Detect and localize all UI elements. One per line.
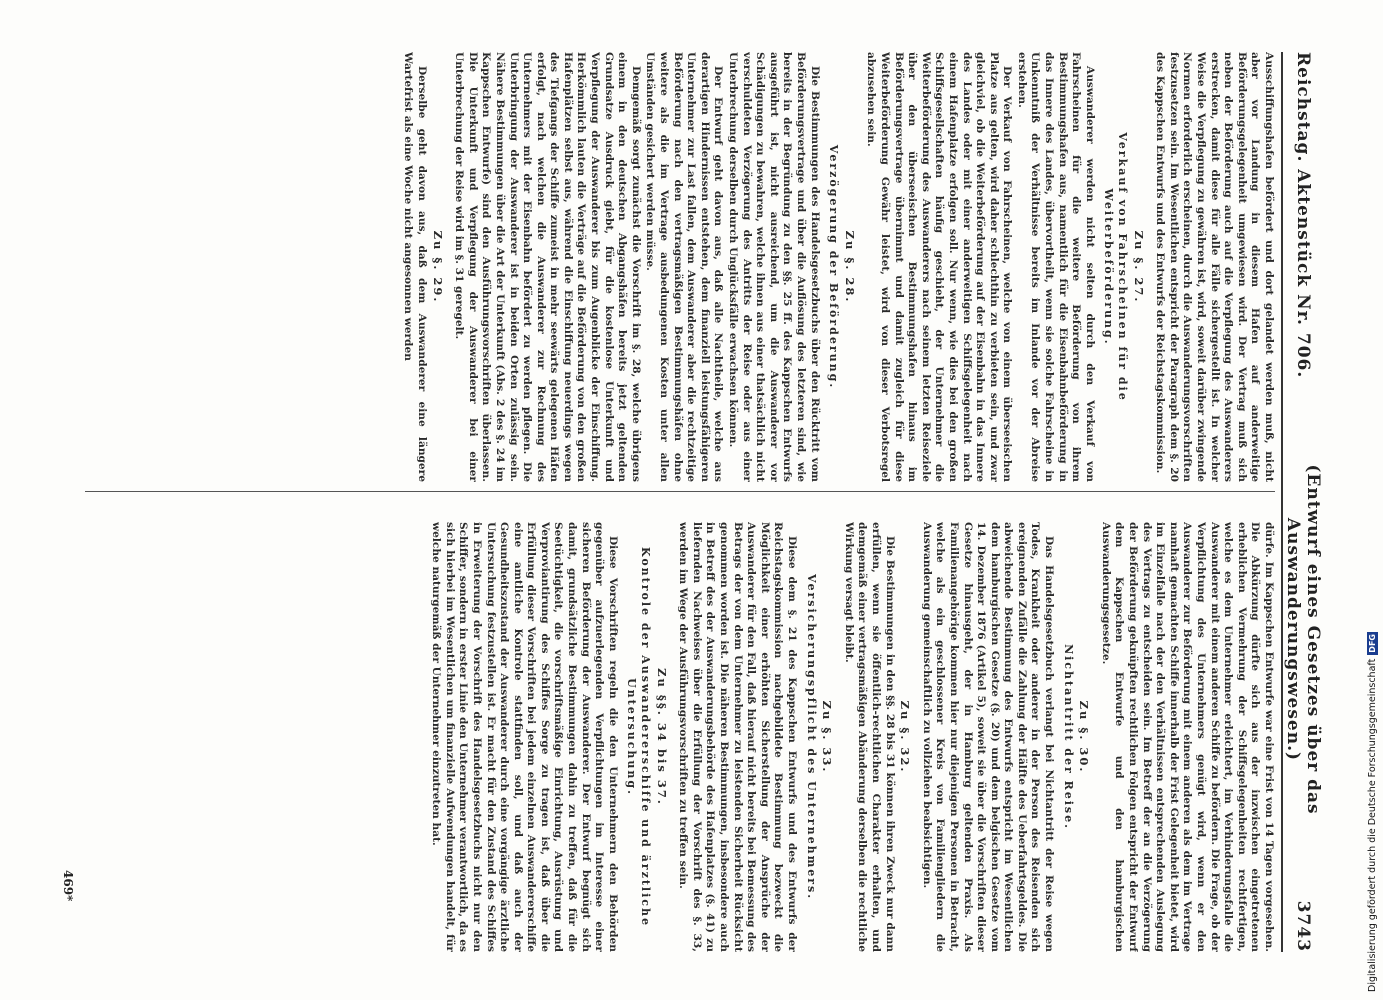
footer-note: Digitalisierung gefördert durch die Deutsche Forschungsgemeinschaft [1366,658,1378,992]
paragraph: Auswanderer werden nicht selten durch den Verkauf von Fahrscheinen für die weitere Beförderung von ihrem Bestimmungshafen aus, namentlich für die Eisenbahnbeförderung in das Innere des Landes, übervortheilt, wenn sie solche Fahrscheine in Unkenntniß der Verhältnisse bereits im Inlande vor der Abreise erstehen. [1015,52,1096,482]
right-column [85,522,1275,952]
section-subheading: Kontrole der Auswandererschiffe und ärztliche Untersuchung. [625,547,653,927]
paragraph: Demgemäß sorgt zunächst die Vorschrift im §. 28, welche übrigens einem in den deutschen Abgangshäfen bereits jetzt geltenden Grundsatze Ausdruck giebt, für die kostenlose Unterkunft und Verpflegung der Auswanderer bis zum Augenblicke der Einschiffung. Herkömmlich lauten die Verträge auf die Beförderung von den großen Hafenplätzen selbst aus, während die Einschiffung neuerdings wegen des Tiefgangs der Schiffe zumeist in mehr seewärts gelegenen Häfen erfolgt, nach welchen die Auswanderer zur Rechnung des Unternehmers mit der Eisenbahn befördert zu werden pflegen. Die Unterbringung der Auswanderer ist in beiden Orten zulässig sein. Nähere Bestimmungen über die Art der Unterkunft (Abs. 2 des §. 24 im Kappschen Entwurfe) sind den Ausführungsvorschriften überlassen. Die Unterkunft und Verpflegung der Auswanderer bei einer Unterbrechung der Reise wird im §. 31 geregelt. [453,52,642,482]
bottom-page-number: 469* [61,870,75,902]
paragraph: Derselbe geht davon aus, daß dem Auswanderer eine längere Wartefrist als eine Woche nicht angesonnen werden [402,52,428,482]
header-center: (Entwurf eines Gesetzes über das Auswanderungswesen.) [1283,464,1323,815]
header-left: Reichstag. Aktenstück Nr. 706. [1293,52,1313,379]
page-header [1281,52,1323,952]
paragraph: Der Entwurf geht davon aus, daß alle Nachtheile, welche aus derartigen Hindernissen entstehen, dem finanziell leistungsfähigeren Unternehmer zur Last fallen, dem Auswanderer aber die rechtzeitige Beförderung nach den vertragsmäßigen Bestimmungshäfen ohne weitere als die im Vertrage ausbedungenen Kosten unter allen Umständen gesichert werden müsse. [644,52,725,482]
section-subheading: Verkauf von Fahrscheinen für die Weiterbeförderung. [1102,132,1130,402]
paragraph: Das Handelsgesetzbuch verlangt bei Nichtantritt der Reise wegen Todes, Krankheit oder anderer in der Person des Reisenden sich ereignenden Zufälle die Zahlung der Hälfte des Ueberfahrtsgeldes. Die abweichende Bestimmung des Entwurfs entspricht im Wesentlichen dem hamburgischen Gesetze (§. 20) und dem belgischen Gesetze vom 14. Dezember 1876 (Artikel 5), soweit sie über die Vorschriften dieser Gesetze hinausgeht, der in Hamburg geltenden Praxis. Als Familienangehörige kommen hier nur diejenigen Personen in Betracht, welche als ein geschlossener Kreis von Familiengliedern die Auswanderung gemeinschaftlich zu vollziehen beabsichtigen. [920,522,1056,952]
paragraph: Ausschiffungshafen befördert und dort gelandet werden muß, nicht aber vor Landung in diesem Hafen auf anderweitige Beförderungsgelegenheit umgewiesen wird. Der Vertrag muß sich neben der Beförderung auch auf die Verpflegung des Auswanderers erstrecken, damit diese für alle Fälle sichergestellt ist. In welcher Weise die Verpflegung zu gewähren ist, wird, soweit darüber zwingende Normen erforderlich erscheinen, durch die Auswanderungsvorschriften festzusetzen sein. Im Wesentlichen entspricht der Paragraph dem §. 20 des Kappschen Entwurfs und des Entwurfs der Reichstagskommission. [1154,52,1275,482]
section-heading: Zu §. 27. [1131,230,1146,304]
paragraph: Die Bestimmungen in den §§. 28 bis 31 können ihren Zweck nur dann erfüllen, wenn sie öffentlich-rechtlichen Charakter erhalten, und demgemäß einer vertragsmäßigen Abänderung derselben die rechtliche Wirkung versagt bleibt. [842,522,896,952]
paragraph: Der Verkauf von Fahrscheinen, welche von einem überseeischen Platze aus gelten, wird daher schlechthin zu verbieten sein, und zwar gleichviel, ob die Weiterbeförderung auf der Eisenbahn in das Innere des Landes oder mit einer anderweitigen Schiffsgelegenheit nach einem Hafenplatze erfolgen soll. Nur wenn, wie dies bei den großen Schiffsgesellschaften häufig geschieht, der Unternehmer die Weiterbeförderung des Auswanderers nach seinem letzten Reiseziele über den überseeischen Bestimmungshafen hinaus im Beförderungsvertrage übernimmt und damit zugleich für diese Weiterbeförderung Gewähr leistet, wird von dieser Verbotsregel abzusehen sein. [865,52,1014,482]
header-page-number: 3743 [1293,900,1313,952]
paragraph: dürfe. Im Kappschen Entwurfe war eine Frist von 14 Tagen vorgesehen. Die Abkürzung dürfte sich aus der inzwischen eingetretenen erheblichen Vermehrung der Schiffsgelegenheiten rechtfertigen, welche es dem Unternehmer erleichtert, im Verhinderungsfalle die Auswanderer mit einem anderen Schiffe zu befördern. Die Frage, ob der Verpflichtung des Unternehmers genügt wird, wenn er den Auswanderer zur Beförderung mit einem anderen als dem im Vertrage namhaft gemachten Schiffe innerhalb der Frist Gelegenheit bietet, wird im Einzelfalle nach der den Verhältnissen entsprechenden Auslegung des Vertrags zu entscheiden sein. Im Betreff der an die Verzögerung der Beförderung geknüpften rechtlichen Folgen entspricht der Entwurf dem Kappschen Entwurfe und den hamburgischen Auswanderungsgesetze. [1099,522,1275,952]
section-heading: Zu §. 28. [842,230,857,304]
digitization-footer [1365,0,1379,992]
section-subheading: Nichtantritt der Reise. [1061,644,1075,830]
section-subheading: Versicherungspflicht des Unternehmers. [804,573,818,901]
section-heading: Zu §. 29. [430,230,445,304]
section-heading: Zu §. 30. [1077,700,1092,774]
section-heading: Zu §. 33. [820,700,835,774]
dfg-logo: DFG [1367,634,1377,653]
section-heading: Zu §§. 34 bis 37. [654,668,669,806]
left-column [85,52,1275,482]
section-subheading: Verzögerung der Beförderung. [827,144,841,390]
paragraph: Diese dem §. 21 des Kappschen Entwurfs und des Entwurfs der Reichstagskommission nachgebildete Bestimmung bezweckt die Möglichkeit einer erhöhten Sicherstellung der Ansprüche der Auswanderer für den Fall, daß hierauf nicht bereits bei Bemessung des Betrags der von dem Unternehmer zu leistenden Sicherheit Rücksicht genommen worden ist. Die näheren Bestimmungen, insbesondere auch in Betreff des der Auswanderungsbehörde des Hafenplatzes (§. 41) zu liefernden Nachweises über die Erfüllung der Vorschrift des §. 33, werden im Wege der Ausführungsvorschriften zu treffen sein. [677,522,798,952]
section-heading: Zu §. 32. [898,700,913,774]
column-divider [85,491,1275,492]
paragraph: Diese Vorschriften regeln die den Unternehmern den Behörden gegenüber aufzuerlegenden Verpflichtungen im Interesse einer sicheren Beförderung der Auswanderer. Der Entwurf begnügt sich damit, grundsätzliche Bestimmungen dahin zu treffen, daß für die Seetüchtigkeit, die vorschriftsmäßige Einrichtung, Ausrüstung und Verproviantirung des Schiffes Sorge zu tragen ist, daß über die Erfüllung dieser Vorschriften bei jedem einzelnen Auswandererschiffe eine amtliche Kontrole stattfinden soll, und daß auch der Gesundheitszustand der Auswanderer durch eine vorgängige ärztliche Untersuchung festzustellen ist. Er macht für den Zustand des Schiffes in Erweiterung der Vorschrift des Handelsgesetzbuchs nicht nur den Schiffer, sondern in erster Linie den Unternehmer verantwortlich, da es sich hierbei im Wesentlichen um finanzielle Aufwendungen handelt, für welche naturgemäß der Unternehmer einzutreten hat. [430,522,619,952]
paragraph: Die Bestimmungen des Handelsgesetzbuchs über den Rücktritt vom Beförderungsvertrage und über die Auflösung des letzteren sind, wie bereits in der Begründung zu den §§. 25 ff. des Kappschen Entwurfs ausgeführt ist, nicht ausreichend, um die Auswanderer vor Schädigungen zu bewahren, welche ihnen aus einer thatsächlich nicht verschuldeten Verzögerung des Antritts der Reise oder aus einer Unterbrechung derselben durch Unglücksfälle erwachsen können. [727,52,821,482]
